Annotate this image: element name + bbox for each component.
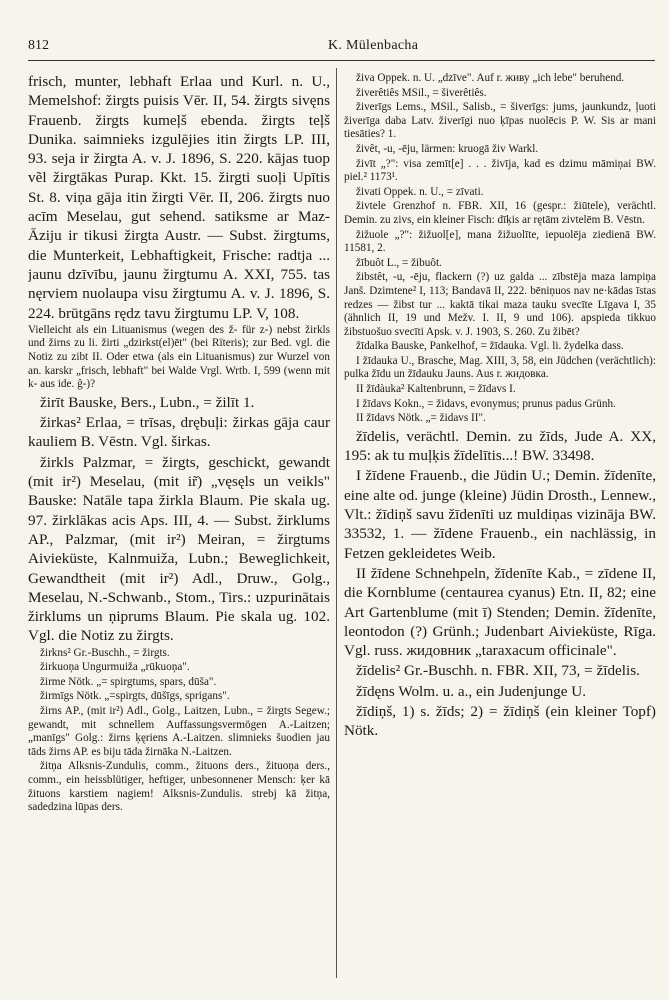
dictionary-entry: žirīt Bauske, Bers., Lubn., = žilīt 1. [40,393,255,411]
dictionary-entry: žitņa Alksnis-Zundulis, comm., žituons ders., žituoņa ders., comm., ein heissblütiger, heftiger, unbesonnener Mensch: ķer kā žituons karstiem nagiem! Alksnis-Zundulis. strebj kā žitņa, sadedzina lūpas ders. [28,760,330,814]
dictionary-entry: žirkas² Erlaa, = trīsas, drębuļi: žirkas gāja caur kauliem B. Vēstn. Vgl. širkas. [28,414,330,451]
dictionary-entry: žīdelis, verächtl. Demin. zu žīds, Jude A. XX, 195: ak tu muļķis žīdelītis...! BW. 33498. [344,427,656,465]
dictionary-entry: II žīdavs Nötk. „= židavs II". [356,412,486,425]
dictionary-entry: žirns AP., (mit ir²) Adl., Golg., Laitzen, Lubn., = žirgts Segew.; gewandt, mit schnellem Auffassungsvermögen A.-Laitzen; „manīgs" Golg.: žirns ķęriens A.-Laitzen. slimnieks šuodien jau tāds žirns AP. es biju tāda žirnāka N.-Laitzen. [28,705,330,758]
dictionary-entry: žirkuoņa Ungurmuiža „rūkuoņa". [40,661,190,674]
dictionary-entry: žirkns² Gr.-Buschh., = žirgts. [40,646,170,659]
dictionary-entry: I žīdauka U., Brasche, Mag. XIII, 3, 58, ein Jüdchen (verächtlich): pulka žīdu un žīdauku Jauns. Aus r. жидовка. [344,354,656,381]
dictionary-entry: živêt, -u, -ēju, lärmen: kruogā živ Warkl. [356,142,539,155]
dictionary-entry: žirme Nötk. „= spirgtums, spars, dūša". [40,675,217,688]
header-rule [28,60,655,61]
page-number: 812 [28,38,49,53]
dictionary-entry: žibstêt, -u, -ēju, flackern (?) uz galda ... zībstēja maza lampiņa Janš. Dzimtene² I, 113; Bandavā II, 222. bēniņuos nav ne·kādas īstas redzes — žibst tur ... kaktā tikai maza tauku svecīte Līgava I, 35 (ähnlich II, 19 und Mežv. I. II, 9 und 106). apspieda tikkuo žibstuošuo svecīti Apsk. v. J. 1903, S. 260. Zu žibēt? [344,271,656,338]
dictionary-entry: živtele Grenzhof n. FBR. XII, 16 (gespr.: žiūtele), verächtl. Demin. zu zivs, ein kleiner Fisch: dīķis ar rętām zivtelēm B. Vēstn. [344,200,656,226]
dictionary-entry: žībuôt L., = žibuôt. [356,256,442,269]
dictionary-entry: živerêtiês MSil., = šiverêtiês. [356,86,487,99]
running-head: K. Mülenbacha [328,38,419,53]
right-column [344,72,656,982]
dictionary-entry: žīdalka Bauske, Pankelhof, = žīdauka. Vgl. li. žydelka dass. [356,340,624,353]
dictionary-entry: žižuole „?": žižuol[e], mana žižuolīte, iepuolēja ziedienā BW. 11581, 2. [344,228,656,255]
dictionary-entry: I žīdavs Kokn., = židavs, evonymus; prunus padus Grünh. [356,397,616,410]
dictionary-entry: živati Oppek. n. U., = zīvati. [356,185,484,198]
dictionary-entry: žīdęns Wolm. u. a., ein Judenjunge U. [356,682,587,700]
dictionary-entry: žīdiņš, 1) s. žīds; 2) = žīdiņš (ein kleiner Topf) Nötk. [344,703,656,740]
dictionary-entry: žirmīgs Nötk. „=spirgts, dūšīgs, sprigans". [40,690,230,703]
dictionary-entry: živa Oppek. n. U. „dzīve". Auf r. живу „ich lebe" beruhend. [356,72,625,84]
dictionary-entry: II žīdàuka² Kaltenbrunn, = žīdavs I. [356,383,516,396]
dictionary-entry: živīt „?": visa zemīt[e] . . . živīja, kad es dzimu māmiņai BW. piel.² 1173¹. [344,157,656,184]
dictionary-entry: frisch, munter, lebhaft Erlaa und Kurl. n. U., Memelshof: žirgts puisis Vēr. II, 54. žirgts sivęns Frauenb. žirgts kumeļš ebenda. žirgts teļš Dunika. saimnieks izgulējies itin žirgts LP. III, 93. seja ir žirgta A. v. J. 1896, S. 220. kājas tuop vẽl žirgtākas Purap. Kkt. 15. žirgti suoļi Upītis St. 8. viņa gāja itin žirgti Vēr. II, 206. žirgts nuo acīm Meselau, gut sehend. satiksme ar Maz-Āziju ir tikusi žirgta Austr. — Subst. žirgtums, die Munterkeit, Lebhaftigkeit, Frische: radtja ... jaunu dzīvību, jaunu žirgtumu A. XXI, 755. tas nęrviem nuolaupa visu žirgtumu A. v. J. 1896, S. 224. brūtgāns rędz tavu žirgtumu LP. V, 108. [28,73,330,322]
page-header [28,38,655,56]
dictionary-entry: Vielleicht als ein Lituanismus (wegen des ž- für z-) nebst žirkls und žirns zu li. žirti „dzirkst(el)ēt" (bei Rïteris); zur Bed. vgl. die Notiz zu zibt II. Oder etwa (als ein Lituanismus) zur Wurzel von an. karskr „frisch, lebhaft" bei Walde Vrgl. Wrtb. I, 599 (wenn mit k- aus ide. ĝ-)? [28,323,330,391]
left-column [28,72,330,982]
column-divider [336,68,337,978]
dictionary-entry: I žīdene Frauenb., die Jüdin U.; Demin. žīdenīte, eine alte od. junge (kleine) Jüdin Drosth., Lennew., Vlt.: žīdiņš savu žīdenīti uz muldiņas vizināja BW. 33532, 1. — žīdene Frauenb., ein nachlässig, in Fetzen gekleidetes Weib. [344,467,656,562]
dictionary-entry: II žīdene Schnehpeln, žīdenīte Kab., = zīdene II, die Kornblume (centaurea cyanus) Etn. II, 82; eine Art Gartenblume (mit ī) Stenden; Demin. žīdenīte, leontodon (?) Grünh.; Judenbart Aivieküste, Rīga. Vgl. russ. жидовник „taraxacum officinale". [344,564,656,660]
dictionary-entry: živerīgs Lems., MSil., Salisb., = šiverīgs: jums, jaunkundz, ļuoti živerīga daba Latv. živerīgi nuo ķīpas nuolēcis P. W. Sis ar mani tiesāties? 1. [344,101,656,141]
dictionary-entry: žirkls Palzmar, = žirgts, geschickt, gewandt (mit ir²) Meselau, (mit ir̃) „vęsęls un veikls" Bauske: Natāle tapa žirkla Blaum. Pie skala ug. 97. žirklākas acis Aps. III, 4. — Subst. žirklums AP., Palzmar, (mit ir²) Meiran, = žirgtums Aivieküste, Kalnmuiža, Lubn.; Beweglichkeit, Gewandtheit (mit ir²) Adl., Druw., Golg., Meselau, N.-Schwanb., Stom., Tirs.: uzpurinātais žirklums un ņiprums Blaum. Pie skala ug. 102. Vgl. die Notiz zu žirgts. [28,453,330,645]
dictionary-entry: žīdelis² Gr.-Buschh. n. FBR. XII, 73, = žīdelis. [356,662,640,680]
